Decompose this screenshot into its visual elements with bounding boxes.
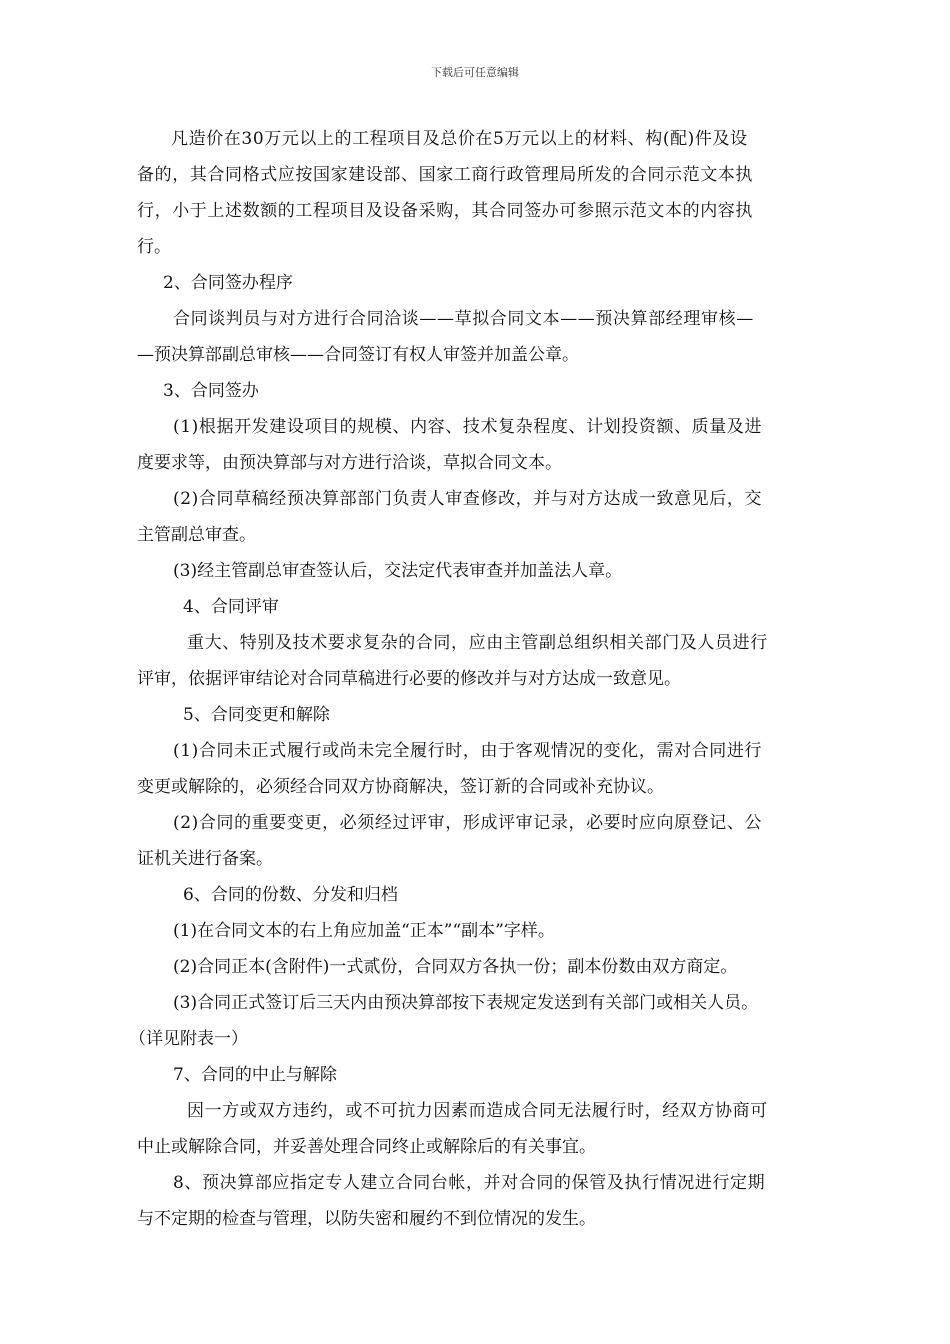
paragraph-line: 行。	[137, 237, 171, 257]
paragraph-line: 因一方或双方违约，或不可抗力因素而造成合同无法履行时，经双方协商可	[187, 1101, 768, 1121]
paragraph-line: 凡造价在30万元以上的工程项目及总价在5万元以上的材料、构(配)件及设	[171, 129, 748, 149]
paragraph-line: (3)经主管副总审查签认后，交法定代表审查并加盖法人章。	[173, 561, 623, 581]
paragraph-line: 主管副总审查。	[137, 525, 256, 545]
paragraph-line: 合同谈判员与对方进行合同洽谈——草拟合同文本——预决算部经理审核—	[173, 309, 754, 329]
section-heading: 7、合同的中止与解除	[173, 1065, 337, 1085]
page-header: 下载后可任意编辑	[431, 66, 519, 79]
document-body	[129, 121, 817, 1237]
paragraph-line: （详见附表一）	[129, 1029, 248, 1049]
section-heading: 4、合同评审	[183, 597, 279, 617]
paragraph-line: (2)合同草稿经预决算部部门负责人审查修改，并与对方达成一致意见后，交	[173, 489, 763, 509]
paragraph-line: (1)合同未正式履行或尚未完全履行时，由于客观情况的变化，需对合同进行	[173, 741, 763, 761]
paragraph-line: (1)根据开发建设项目的规模、内容、技术复杂程度、计划投资额、质量及进	[173, 417, 763, 437]
paragraph-line: (3)合同正式签订后三天内由预决算部按下表规定发送到有关部门或相关人员。	[173, 993, 759, 1013]
paragraph-line: (2)合同正本(含附件)一式贰份，合同双方各执一份；副本份数由双方商定。	[173, 957, 738, 977]
paragraph-line: 变更或解除的，必须经合同双方协商解决，签订新的合同或补充协议。	[137, 777, 664, 797]
paragraph-line: 证机关进行备案。	[137, 849, 273, 869]
paragraph-line: —预决算部副总审核——合同签订有权人审签并加盖公章。	[137, 345, 579, 365]
paragraph-line: (2)合同的重要变更，必须经过评审，形成评审记录，必要时应向原登记、公	[173, 813, 763, 833]
section-heading: 6、合同的份数、分发和归档	[183, 885, 398, 905]
section-heading: 3、合同签办	[163, 381, 259, 401]
paragraph-line: 行，小于上述数额的工程项目及设备采购，其合同签办可参照示范文本的内容执	[137, 201, 753, 221]
section-heading: 2、合同签办程序	[163, 273, 293, 293]
paragraph-line: 8、预决算部应指定专人建立合同台帐，并对合同的保管及执行情况进行定期	[173, 1173, 766, 1193]
paragraph-line: 度要求等，由预决算部与对方进行洽谈，草拟合同文本。	[137, 453, 562, 473]
paragraph-line: 重大、特别及技术要求复杂的合同，应由主管副总组织相关部门及人员进行	[187, 633, 768, 653]
paragraph-line: 与不定期的检查与管理，以防失密和履约不到位情况的发生。	[137, 1209, 596, 1229]
paragraph-line: 评审，依据评审结论对合同草稿进行必要的修改并与对方达成一致意见。	[137, 669, 681, 689]
paragraph-line: 中止或解除合同，并妥善处理合同终止或解除后的有关事宜。	[137, 1137, 596, 1157]
section-heading: 5、合同变更和解除	[183, 705, 330, 725]
paragraph-line: 备的，其合同格式应按国家建设部、国家工商行政管理局所发的合同示范文本执	[137, 165, 753, 185]
paragraph-line: (1)在合同文本的右上角应加盖“正本”“副本”字样。	[173, 921, 555, 941]
